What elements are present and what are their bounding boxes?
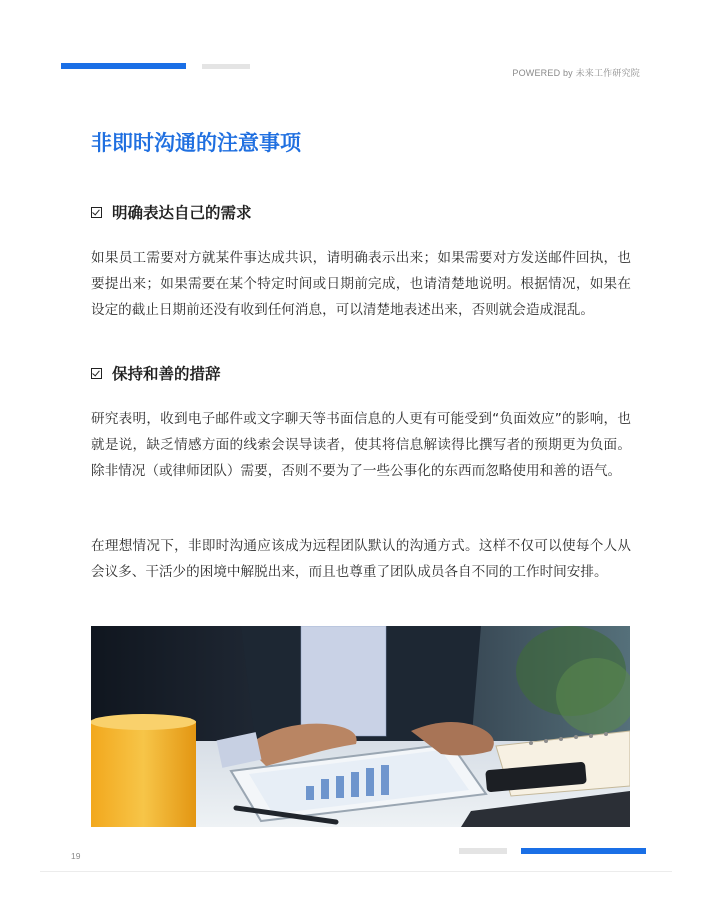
- footer-accent-bar: [521, 848, 646, 854]
- section-2-paragraph-1: 研究表明，收到电子邮件或文字聊天等书面信息的人更有可能受到“负面效应”的影响，也就是说，缺乏情感方面的线索会误导读者，使其将信息解读得比撰写者的预期更为负面。除非情况（或律师团队）需要，否则不要为了一些公事化的东西而忽略使用和善的语气。: [91, 411, 631, 479]
- office-photo-illustration: [91, 626, 630, 827]
- page-number: 19: [71, 851, 81, 861]
- section-2-paragraph-2: 在理想情况下，非即时沟通应该成为远程团队默认的沟通方式。这样不仅可以使每个人从会议多、干活少的困境中解脱出来，而且也尊重了团队成员各自不同的工作时间安排。: [91, 538, 631, 580]
- section-1-paragraph: 如果员工需要对方就某件事达成共识，请明确表示出来；如果需要对方发送邮件回执，也要提出来；如果需要在某个特定时间或日期前完成，也请清楚地说明。根据情况，如果在设定的截止日期前还没有收到任何消息，可以清楚地表述出来，否则就会造成混乱。: [91, 250, 631, 318]
- powered-by-text: POWERED by 未来工作研究院: [512, 68, 640, 78]
- checkbox-icon: [91, 207, 102, 218]
- section-heading-1-text: 明确表达自己的需求: [112, 204, 252, 222]
- header-accent-bar: [61, 63, 186, 69]
- section-heading-2-text: 保持和善的措辞: [112, 365, 221, 383]
- checkbox-icon: [91, 368, 102, 379]
- footer-divider: [40, 871, 672, 872]
- office-photo: [91, 626, 630, 827]
- footer-muted-bar: [459, 848, 507, 854]
- section-heading-2: [91, 362, 221, 384]
- header-muted-bar: [202, 64, 250, 69]
- section-heading-1: [91, 201, 252, 223]
- page-title: 非即时沟通的注意事项: [91, 131, 301, 155]
